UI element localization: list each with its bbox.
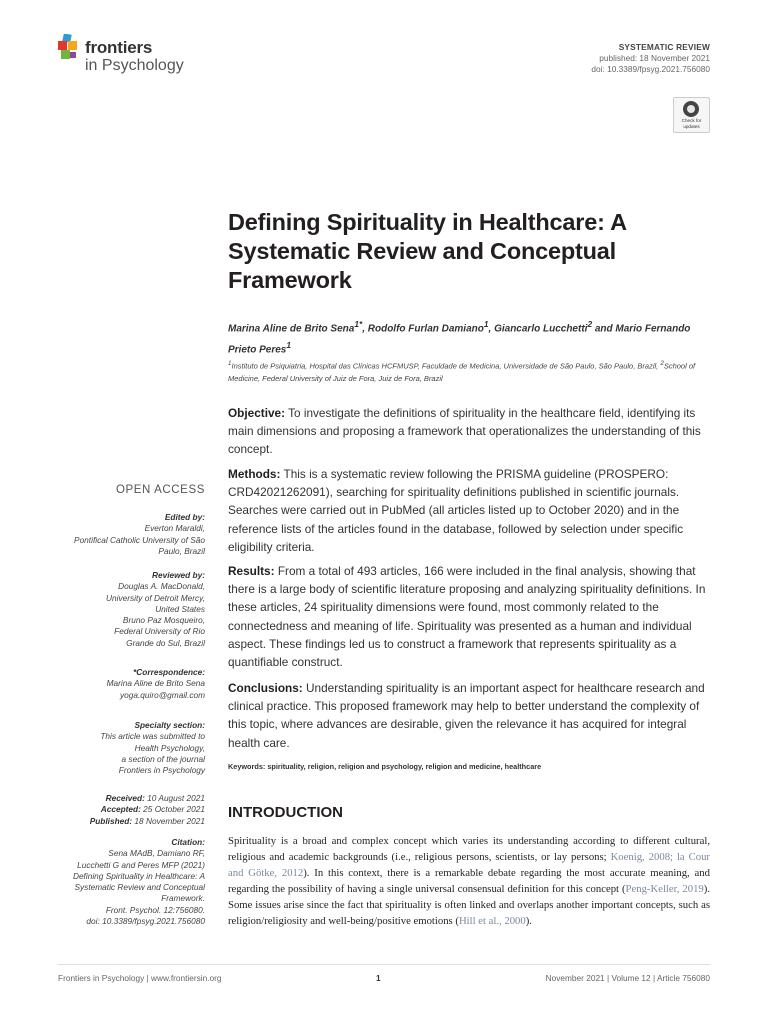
- author-name[interactable]: , Giancarlo Lucchetti: [488, 323, 588, 335]
- specialty-section: [45, 720, 205, 776]
- author-name[interactable]: and Mario Fernando Prieto Peres: [228, 323, 691, 356]
- author-sup: 2: [587, 319, 593, 329]
- author-name[interactable]: Marina Aline de Brito Sena: [228, 323, 355, 335]
- edited-by-label: Edited by:: [164, 512, 205, 522]
- correspondence-name: Marina Aline de Brito Sena: [106, 678, 205, 689]
- citation-line: Systematic Review and Conceptual: [74, 882, 205, 893]
- specialty-line: a section of the journal: [121, 753, 205, 764]
- abstract-conclusions: [228, 679, 710, 752]
- conclusions-text: Understanding spirituality is an important aspect for healthcare research and clinical practice. This proposed framework may help to better understand the complexity of this topic, where advances are desirable, given the relevance it has acquired for integral health care.: [228, 681, 705, 750]
- article-dates: [90, 793, 205, 827]
- citation-line: Sena MAdB, Damiano RF,: [108, 848, 205, 859]
- footer-issue-info: November 2021 | Volume 12 | Article 756080: [545, 973, 710, 983]
- published-value: 18 November 2021: [132, 815, 205, 826]
- citation-line: Lucchetti G and Peres MFP (2021): [77, 859, 205, 870]
- correspondence-email[interactable]: yoga.quiro@gmail.com: [120, 689, 205, 700]
- page-number: 1: [376, 973, 381, 983]
- reviewed-line: Bruno Paz Mosqueiro,: [122, 615, 205, 626]
- methods-label: Methods:: [228, 467, 281, 481]
- citation-link[interactable]: Hill et al., 2000: [458, 915, 526, 928]
- published-label: Published:: [89, 815, 133, 826]
- check-for-updates-label: Check for updates: [681, 118, 702, 129]
- conclusions-label: Conclusions:: [228, 681, 303, 695]
- journal-name-line1: frontiers: [85, 38, 153, 57]
- received-value: 10 August 2021: [144, 793, 205, 803]
- citation-line: Defining Spirituality in Healthcare: A: [72, 870, 205, 881]
- results-text: From a total of 493 articles, 166 were included in the final analysis, showing that there is a large body of scientific literature proposing and analyzing spirituality definitions. In these articles, 24 spirituality dimensions were found, most commonly related to the connectedness and meaning of life. Spirituality was presented as a human and individual aspect. These findings led us to construct a framework that represents spirituality as a quantifiable construct.: [228, 564, 706, 670]
- abstract-results: [228, 562, 710, 671]
- article-header: [591, 42, 710, 75]
- author-sup: 1: [483, 319, 489, 329]
- edited-by-section: [45, 512, 205, 557]
- citation-link[interactable]: Peng-Keller, 2019: [625, 883, 704, 896]
- received-date: [90, 793, 205, 804]
- abstract-objective: [228, 404, 710, 459]
- accepted-date: [90, 804, 205, 815]
- accepted-label: Accepted:: [100, 804, 141, 815]
- results-label: Results:: [228, 564, 275, 578]
- citation-link[interactable]: Koenig, 2008; la Cour and Götke, 2012: [228, 851, 710, 880]
- author-name[interactable]: , Rodolfo Furlan Damiano: [362, 323, 484, 335]
- footer-divider: [58, 964, 710, 965]
- objective-label: Objective:: [228, 406, 286, 420]
- footer-journal-link[interactable]: Frontiers in Psychology | www.frontiersin.org: [58, 973, 222, 983]
- intro-text: ).: [525, 915, 532, 928]
- keywords: Keywords: spirituality, religion, religion and psychology, religion and medicine, healthcare: [228, 762, 542, 771]
- citation-section: [45, 837, 205, 927]
- affiliations: [228, 358, 708, 385]
- accepted-value: 25 October 2021: [140, 804, 205, 815]
- citation-line: Framework.: [161, 893, 205, 904]
- specialty-line: This article was submitted to: [100, 731, 205, 742]
- intro-text: ). In this context, there is a remarkable debate regarding the most accurate meaning, and regarding the possibility of having a single universal consensual definition for this concept (: [228, 867, 710, 896]
- author-sup: 1*: [354, 319, 363, 329]
- introduction-paragraph: [228, 833, 710, 930]
- reviewed-line: United States: [155, 603, 205, 614]
- reviewed-line: University of Detroit Mercy,: [106, 592, 205, 603]
- received-label: Received:: [105, 793, 145, 803]
- article-type: SYSTEMATIC REVIEW: [618, 42, 710, 52]
- methods-text: This is a systematic review following the PRISMA guideline (PROSPERO: CRD42021262091), searching for spirituality definitions published in scientific journals. Searches were carried out in PubMed (all articles listed up to October 2020) and in the reference lists of the articles found in the database, followed by selection under specific eligibility criteria.: [228, 467, 684, 554]
- author-sup: 1: [286, 340, 292, 351]
- reviewed-line: Federal University of Rio: [114, 626, 205, 637]
- affil-text: Instituto de Psiquiatria, Hospital das Clínicas HCFMUSP, Faculdade de Medicina, Universidade de São Paulo, São Paulo, Brazil,: [231, 361, 661, 371]
- citation-line: Front. Psychol. 12:756080.: [105, 904, 205, 915]
- affil-sup: 1: [228, 360, 232, 367]
- check-updates-icon: [683, 101, 699, 117]
- correspondence-section: [45, 667, 205, 701]
- correspondence-label: *Correspondence:: [133, 667, 205, 677]
- introduction-heading: INTRODUCTION: [228, 804, 343, 821]
- doi[interactable]: doi: 10.3389/fpsyg.2021.756080: [591, 64, 710, 74]
- journal-logo[interactable]: [58, 34, 208, 80]
- reviewed-line: Douglas A. MacDonald,: [118, 581, 205, 592]
- edited-line: Paulo, Brazil: [158, 545, 205, 556]
- article-title: Defining Spirituality in Healthcare: A Systematic Review and Conceptual Framework: [228, 209, 627, 293]
- abstract-methods: [228, 465, 710, 556]
- intro-text: Spirituality is a broad and complex concept which varies its understanding according to different cultural, religious and academic backgrounds (i.e., religious persons, scientists, or lay persons;: [228, 835, 710, 864]
- specialty-label: Specialty section:: [134, 720, 205, 730]
- objective-text: To investigate the definitions of spirituality in the healthcare field, identifying its main dimensions and proposing a framework that operationalizes the understanding of this concept.: [228, 406, 701, 457]
- published-date-side: [90, 816, 205, 827]
- specialty-line: Health Psychology,: [134, 742, 205, 753]
- intro-text: ). Some issues arise since the fact that spirituality is often linked and overlaps another important concepts, such as religion/religiosity and well-being/positive emotions (: [228, 883, 710, 928]
- specialty-line: Frontiers in Psychology: [118, 765, 205, 776]
- open-access-badge: OPEN ACCESS: [115, 484, 205, 496]
- journal-name-line2: in Psychology: [85, 57, 184, 74]
- published-date: published: 18 November 2021: [599, 53, 710, 63]
- affil-sup: 2: [660, 360, 664, 367]
- affil-text: School of Medicine, Federal University of Juiz de Fora, Juiz de Fora, Brazil: [228, 361, 696, 383]
- edited-line: Pontifical Catholic University of São: [74, 534, 205, 545]
- edited-line: Everton Maraldi,: [144, 523, 205, 534]
- frontiers-logo-icon: [58, 34, 82, 64]
- author-list: [228, 316, 708, 359]
- reviewed-line: Grande do Sul, Brazil: [126, 637, 205, 648]
- reviewed-by-label: Reviewed by:: [151, 570, 205, 580]
- reviewed-by-section: [45, 570, 205, 649]
- citation-doi[interactable]: doi: 10.3389/fpsyg.2021.756080: [86, 916, 205, 927]
- check-for-updates-button[interactable]: [673, 97, 710, 133]
- citation-label: Citation:: [171, 837, 205, 847]
